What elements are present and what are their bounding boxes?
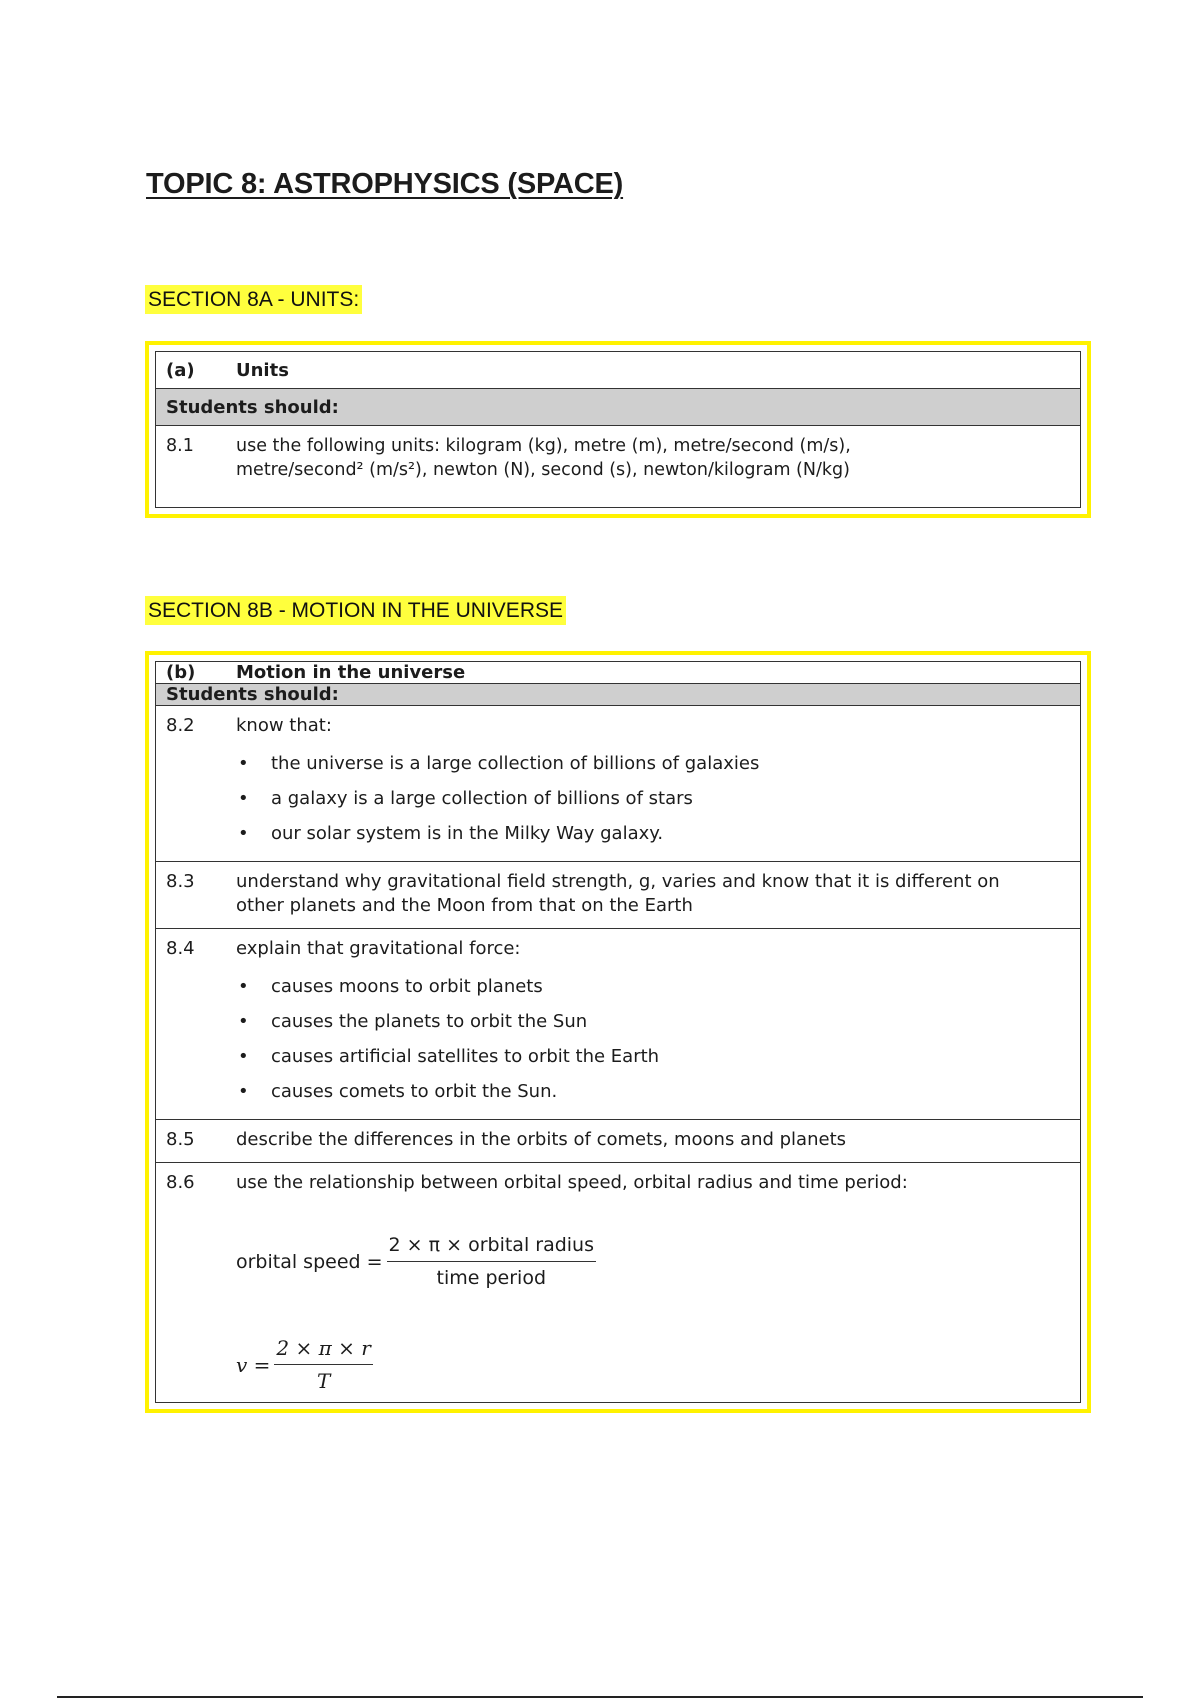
table-row-8-5 [156,1120,1080,1163]
table-title: Motion in the universe [236,662,466,683]
section-8a-highlight-frame [145,341,1091,518]
footer-divider [57,1696,1143,1698]
spec-number: 8.2 [166,715,195,736]
bullet-list [236,969,1066,1109]
spec-text: use the relationship between orbital speed, orbital radius and time period: [236,1172,908,1193]
table-row-8-4 [156,929,1080,1120]
motion-spec-table [155,661,1081,1403]
formula-lhs: v = [236,1352,271,1377]
formula-denominator: T [316,1369,331,1393]
spec-number: 8.4 [166,938,195,959]
students-should-row: Students should: [156,684,1080,706]
units-spec-table [155,351,1081,508]
spec-text-line: other planets and the Moon from that on the Earth [236,895,693,916]
bullet-list [236,746,1066,851]
spec-text: know that: [236,715,332,736]
list-item: • causes moons to orbit planets [236,969,1066,1004]
table-row-8-6 [156,1163,1080,1403]
table-header-row [156,352,1080,389]
formula-fraction [387,1233,596,1290]
list-item: • the universe is a large collection of billions of galaxies [236,746,1066,781]
section-8b-highlight-frame [145,651,1091,1413]
section-8a-heading: SECTION 8A - UNITS: [145,285,362,314]
orbital-speed-symbol-equation [236,1336,1066,1393]
list-item: • causes artificial satellites to orbit the Earth [236,1039,1066,1074]
spec-number: 8.1 [166,436,194,456]
formula-denominator: time period [436,1267,547,1289]
formula-fraction [274,1336,372,1393]
spec-number: 8.3 [166,871,195,892]
spec-text: explain that gravitational force: [236,938,521,959]
table-label: (a) [166,359,195,381]
table-label: (b) [166,662,196,683]
spec-number: 8.6 [166,1172,195,1193]
spec-text-line: metre/second² (m/s²), newton (N), second (s), newton/kilogram (N/kg) [236,460,850,480]
orbital-speed-word-equation [236,1233,1066,1290]
formula-numerator: 2 × π × r [274,1336,372,1365]
list-item: • our solar system is in the Milky Way galaxy. [236,816,1066,851]
table-row-8-1 [156,426,1080,507]
table-header-row [156,662,1080,684]
list-item: • causes comets to orbit the Sun. [236,1074,1066,1109]
spec-text-line: use the following units: kilogram (kg), metre (m), metre/second (m/s), [236,436,851,456]
formula-numerator: 2 × π × orbital radius [387,1233,596,1262]
spec-text: describe the differences in the orbits of comets, moons and planets [236,1129,847,1150]
table-row-8-3 [156,862,1080,929]
formula-lhs: orbital speed = [236,1250,383,1273]
list-item: • causes the planets to orbit the Sun [236,1004,1066,1039]
spec-number: 8.5 [166,1129,195,1150]
table-title: Units [236,359,289,381]
list-item: • a galaxy is a large collection of billions of stars [236,781,1066,816]
table-row-8-2 [156,706,1080,862]
students-should-row: Students should: [156,389,1080,426]
page-title: TOPIC 8: ASTROPHYSICS (SPACE) [146,168,624,200]
spec-text-line: understand why gravitational field strength, g, varies and know that it is different on [236,871,1000,892]
section-8b-heading: SECTION 8B - MOTION IN THE UNIVERSE [145,596,566,625]
